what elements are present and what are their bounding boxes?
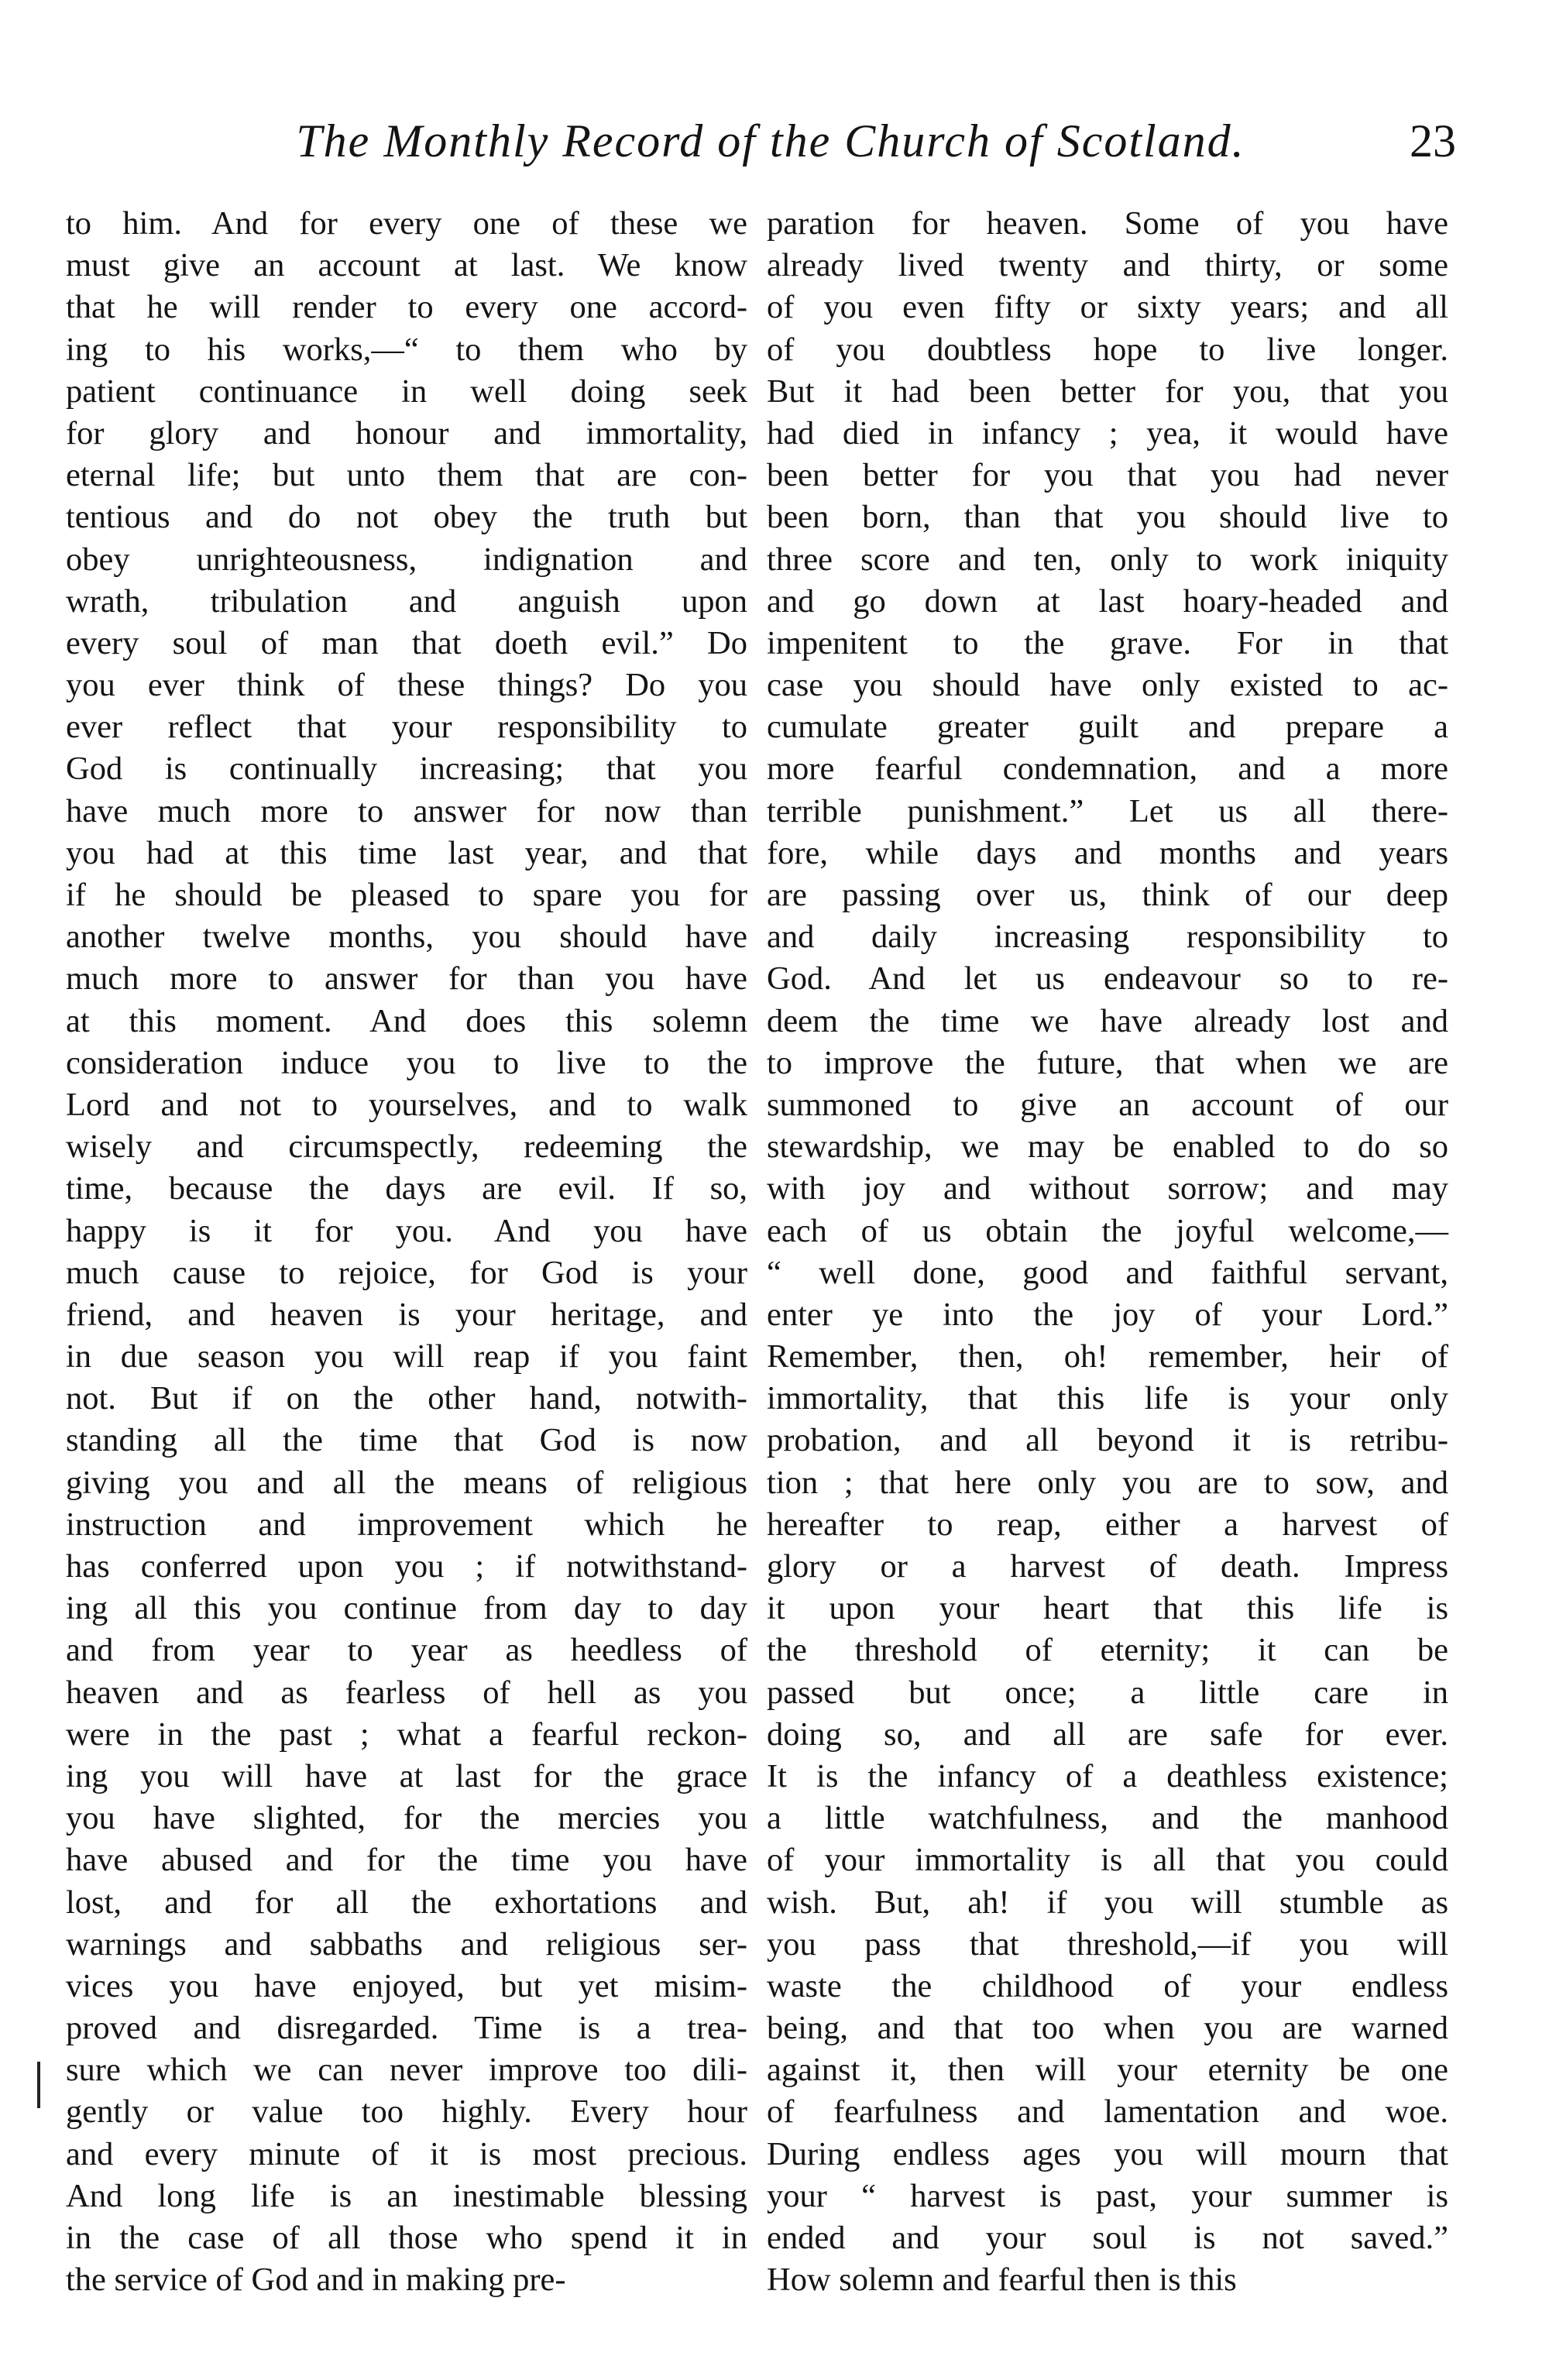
text-line: lost, and for all the exhortations and [66,1884,747,1921]
text-line: that he will render to every one accord- [66,289,747,326]
text-line: How solemn and fearful then is this [767,2262,1237,2299]
text-line: already lived twenty and thirty, or some [767,247,1448,284]
text-line: are passing over us, think of our deep [767,877,1448,913]
text-line: must give an account at last. We know [66,247,747,284]
text-line: you have slighted, for the mercies you [66,1800,747,1837]
text-line: instruction and improvement which he [66,1506,747,1543]
text-line: have abused and for the time you have [66,1842,747,1879]
text-line: it upon your heart that this life is [767,1590,1448,1627]
text-line: every soul of man that doeth evil.” Do [66,624,747,661]
text-line: wish. But, ah! if you will stumble as [767,1884,1448,1921]
text-line: During endless ages you will mourn that [767,2135,1448,2172]
text-line: standing all the time that God is now [66,1422,747,1459]
text-line: your “ harvest is past, your summer is [767,2177,1448,2214]
running-header [0,115,1549,184]
text-line: It is the infancy of a deathless existence; [767,1757,1448,1794]
text-line: have much more to answer for now than [66,792,747,829]
text-line: obey unrighteousness, indignation and [66,541,747,578]
text-line: God is continually increasing; that you [66,750,747,788]
text-line: and every minute of it is most precious. [66,2135,747,2172]
text-line: heaven and as fearless of hell as you [66,1674,747,1711]
text-line: had died in infancy ; yea, it would have [767,414,1448,452]
text-line: fore, while days and months and years [767,834,1448,871]
text-line: paration for heaven. Some of you have [767,205,1448,242]
text-line: to improve the future, that when we are [767,1044,1448,1081]
text-line: But it had been better for you, that you [767,373,1448,410]
text-line: probation, and all beyond it is retribu- [767,1422,1448,1459]
text-line: of you even fifty or sixty years; and all [767,289,1448,326]
text-line: glory or a harvest of death. Impress [767,1548,1448,1585]
text-line: much more to answer for than you have [66,960,747,998]
text-line: passed but once; a little care in [767,1674,1448,1711]
text-line: been born, than that you should live to [767,499,1448,536]
text-line: summoned to give an account of our [767,1086,1448,1123]
text-line: stewardship, we may be enabled to do so [767,1128,1448,1166]
text-line: gently or value too highly. Every hour [66,2093,747,2131]
text-line: Lord and not to yourselves, and to walk [66,1086,747,1123]
text-line: tion ; that here only you are to sow, and [767,1464,1448,1501]
margin-mark [37,2062,40,2108]
text-line: and go down at last hoary-headed and [767,582,1448,620]
text-line: has conferred upon you ; if notwithstand- [66,1548,747,1585]
text-line: enter ye into the joy of your Lord.” [767,1296,1448,1333]
text-line: God. And let us endeavour so to re- [767,960,1448,998]
text-line: for glory and honour and immortality, [66,414,747,452]
text-line: in the case of all those who spend it in [66,2220,747,2256]
text-line: Remember, then, oh! remember, heir of [767,1338,1448,1375]
text-line: and from year to year as heedless of [66,1632,747,1669]
text-line: much cause to rejoice, for God is your [66,1254,747,1291]
text-line: ever reflect that your responsibility to [66,709,747,746]
text-line: being, and that too when you are warned [767,2010,1448,2047]
text-line: another twelve months, you should have [66,919,747,956]
text-line: you pass that threshold,—if you will [767,1925,1448,1963]
text-line: proved and disregarded. Time is a trea- [66,2010,747,2047]
text-line: the service of God and in making pre- [66,2262,566,2299]
text-line: were in the past ; what a fearful reckon- [66,1715,747,1753]
text-line: terrible punishment.” Let us all there- [767,792,1448,829]
text-line: ing all this you continue from day to day [66,1590,747,1627]
text-line: hereafter to reap, either a harvest of [767,1506,1448,1543]
text-line: each of us obtain the joyful welcome,— [767,1212,1448,1249]
text-line: waste the childhood of your endless [767,1967,1448,2004]
text-line: not. But if on the other hand, notwith- [66,1380,747,1417]
text-line: more fearful condemnation, and a more [767,750,1448,788]
text-line: time, because the days are evil. If so, [66,1170,747,1207]
text-line: deem the time we have already lost and [767,1002,1448,1039]
text-line: happy is it for you. And you have [66,1212,747,1249]
text-line: the threshold of eternity; it can be [767,1632,1448,1669]
text-line: ended and your soul is not saved.” [767,2220,1448,2256]
text-line: case you should have only existed to ac- [767,667,1448,704]
text-line: if he should be pleased to spare you for [66,877,747,913]
text-line: you had at this time last year, and that [66,834,747,871]
text-line: you ever think of these things? Do you [66,667,747,704]
text-line: of you doubtless hope to live longer. [767,331,1448,368]
text-line: ing to his works,—“ to them who by [66,331,747,368]
text-line: a little watchfulness, and the manhood [767,1800,1448,1837]
page-number: 23 [1410,115,1456,167]
text-line: wrath, tribulation and anguish upon [66,582,747,620]
text-line: immortality, that this life is your only [767,1380,1448,1417]
text-line: giving you and all the means of religious [66,1464,747,1501]
text-line: eternal life; but unto them that are con- [66,457,747,494]
right-column [767,203,1448,2301]
journal-title: The Monthly Record of the Church of Scotland. [296,115,1245,167]
text-line: doing so, and all are safe for ever. [767,1715,1448,1753]
text-line: consideration induce you to live to the [66,1044,747,1081]
text-line: against it, then will your eternity be one [767,2052,1448,2089]
text-line: tentious and do not obey the truth but [66,499,747,536]
text-line: been better for you that you had never [767,457,1448,494]
text-line: to him. And for every one of these we [66,205,747,242]
text-line: at this moment. And does this solemn [66,1002,747,1039]
text-line: And long life is an inestimable blessing [66,2177,747,2214]
text-line: “ well done, good and faithful servant, [767,1254,1448,1291]
text-line: warnings and sabbaths and religious ser- [66,1925,747,1963]
text-line: impenitent to the grave. For in that [767,624,1448,661]
text-line: and daily increasing responsibility to [767,919,1448,956]
text-line: friend, and heaven is your heritage, and [66,1296,747,1333]
text-line: cumulate greater guilt and prepare a [767,709,1448,746]
text-line: three score and ten, only to work iniquity [767,541,1448,578]
text-line: vices you have enjoyed, but yet misim- [66,1967,747,2004]
text-line: ing you will have at last for the grace [66,1757,747,1794]
left-column [66,203,747,2301]
text-line: sure which we can never improve too dili- [66,2052,747,2089]
text-line: patient continuance in well doing seek [66,373,747,410]
text-line: wisely and circumspectly, redeeming the [66,1128,747,1166]
text-line: in due season you will reap if you faint [66,1338,747,1375]
text-line: with joy and without sorrow; and may [767,1170,1448,1207]
text-line: of fearfulness and lamentation and woe. [767,2093,1448,2131]
text-line: of your immortality is all that you could [767,1842,1448,1879]
